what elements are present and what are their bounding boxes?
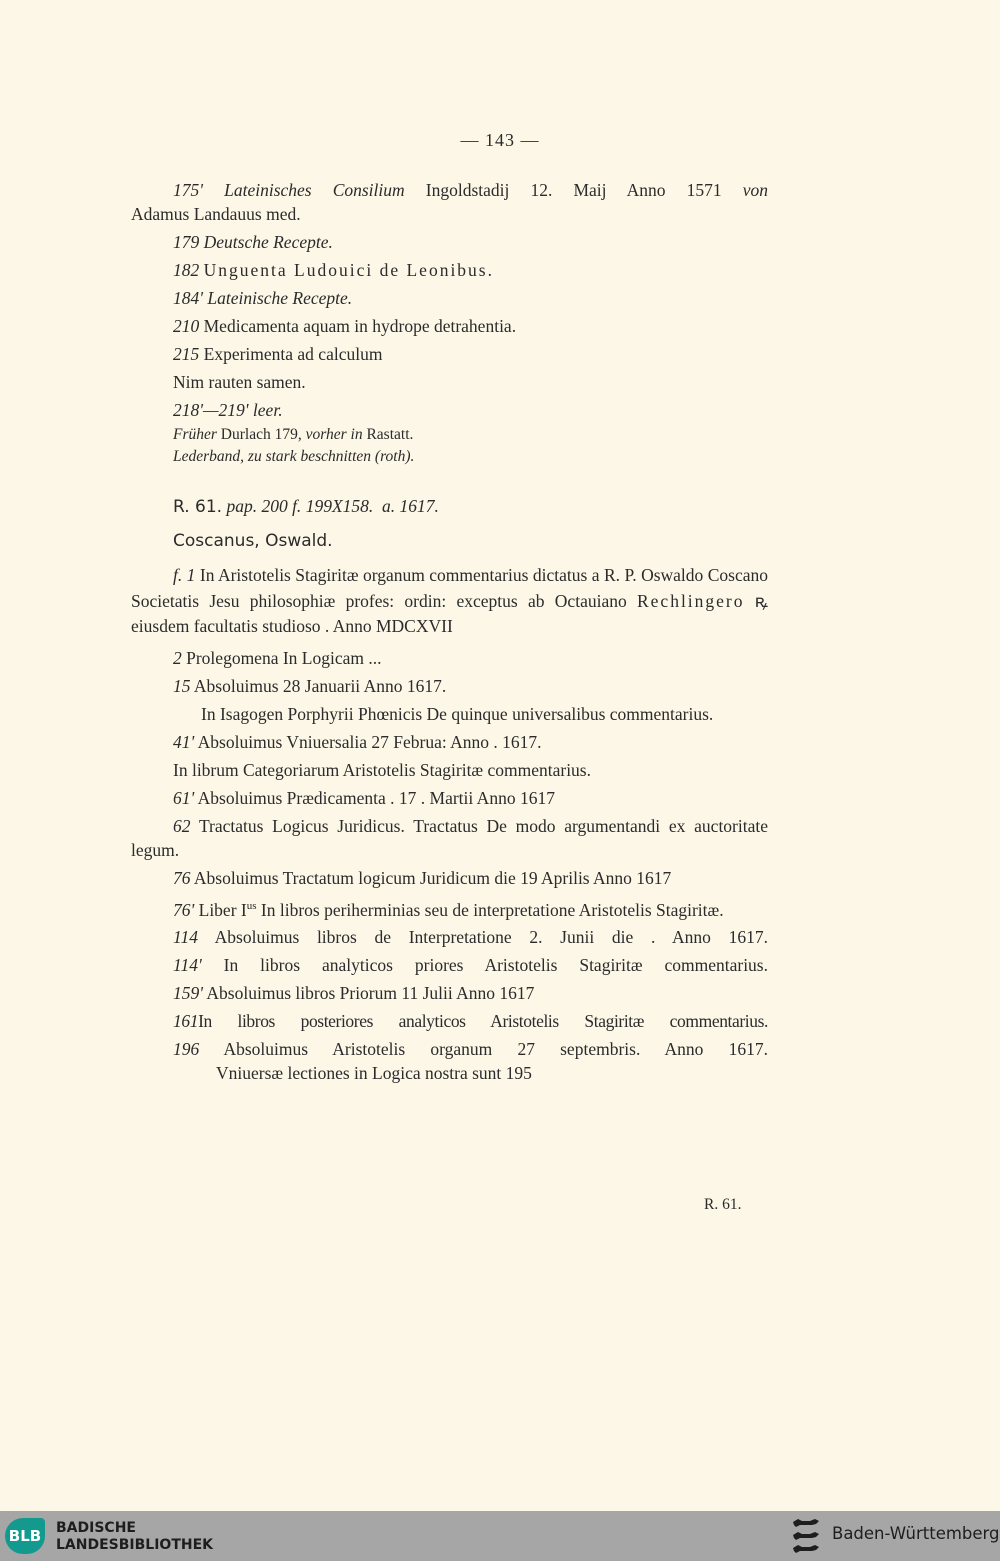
entry [131,786,768,810]
folio-number: f. 1 [173,565,196,585]
entry-text-italic: von [742,180,769,200]
entry [131,981,768,1005]
lions-coat-of-arms-icon [790,1516,822,1556]
entry-text: Medicamenta aquam in hydrope detrahentia. [203,316,517,336]
entry [131,758,768,782]
folio-number: 15 [173,675,191,696]
entry [131,646,768,670]
entry-text: eiusdem facultatis studioso . Anno MDCXVII [131,616,453,636]
entry-title: Lateinisches Consilium [224,180,405,200]
binding-note: Lederband, zu stark beschnitten (roth). [173,448,415,465]
entry [131,925,768,949]
entry-text: In libros posteriores analyticos Aristotelis Stagiritæ commentarius. [198,1011,768,1032]
entry-text: Liber I [198,899,247,920]
library-name-line1: BADISCHE [56,1520,136,1536]
entry [131,674,768,698]
entry-text: In libros analyticos priores Aristotelis Stagiritæ commentarius. [223,955,768,976]
provenance-rastatt: Rastatt. [362,426,414,443]
entry-text: In libros periherminias seu de interpretatione Aristotelis Stagiritæ. [256,899,724,920]
entry-title: leer. [252,400,283,420]
folio-number: 161 [173,1011,199,1032]
entry [131,1009,768,1033]
provenance-durlach: Durlach 179, [216,426,306,443]
folio-number: 215 [173,344,200,364]
entry [131,314,768,338]
entry-text: Absoluimus 28 Januarii Anno 1617. [193,675,447,696]
record-year: a. 1617. [382,496,439,516]
entry [131,258,768,282]
folio-number: 61' [173,787,195,808]
provenance-label: Früher [173,426,217,443]
abbreviation-symbol: ꝶ [754,590,768,611]
record-r61 [131,494,768,1085]
entry [131,178,768,202]
entry [131,730,768,754]
entry-text: Nim rauten samen. [173,372,306,392]
folio-number: 41' [173,731,195,752]
entry [131,398,768,422]
entry-text: Ingoldstadij 12. Maij Anno 1571 [404,180,743,200]
entry [131,814,768,862]
record-material: pap. [226,496,258,516]
entry-text: Absoluimus Prædicamenta . 17 . Martii Anno 1617 [197,787,555,808]
entry [131,953,768,977]
superscript: us [246,899,257,912]
entry-text: Absoluimus libros Priorum 11 Julii Anno 1617 [206,983,535,1004]
entry [131,702,768,726]
state-name[interactable]: Baden-Württemberg [832,1524,1000,1543]
library-name-line2: LANDESBIBLIOTHEK [56,1537,214,1553]
entry [131,1061,768,1085]
entry-text: Tractatus Logicus Juridicus. Tractatus De modo argumentandi ex auctoritate legum. [131,815,769,860]
entry-title: Lateinische Recepte. [207,288,353,308]
entry-text: In Isagogen Porphyrii Phœnicis De quinque universalibus commentarius. [201,703,714,724]
folio-number: 179 [173,232,200,252]
entry-text: In Aristotelis Stagiritæ organum commentarius dictatus a R. P. Oswaldo Coscano Societatis Jesu philosophiæ profes: ordin: exceptus ab Octauiano [131,565,768,611]
entry-text: Unguenta Ludouici de Leonibus. [203,260,494,280]
folio-number: 210 [173,316,200,336]
entry-text: Vniuersæ lectiones in Logica nostra sunt 195 [216,1063,532,1084]
entry [131,342,768,366]
entry-text: Prolegomena In Logicam ... [186,647,382,668]
record-header [131,494,768,519]
provenance-label-2: vorher in [305,426,363,443]
entry-text: In librum Categoriarum Aristotelis Stagiritæ commentarius. [173,759,591,780]
blb-logo[interactable]: BLB [5,1518,45,1554]
library-name[interactable] [56,1520,213,1554]
record-folios: 200 f. [261,496,302,516]
footer-bar [0,1511,1000,1561]
entry-text: Absoluimus Tractatum logicum Juridicum die 19 Aprilis Anno 1617 [193,867,672,888]
entry-text: Absoluimus libros de Interpretatione 2. Junii die . Anno 1617. [214,927,768,948]
folio-number: 76 [173,867,191,888]
end-signature: R. 61. [704,1196,742,1213]
folio-number: 159' [173,983,203,1004]
entry-title: Deutsche Recepte. [203,232,333,252]
entry [131,230,768,254]
entry-text: Absoluimus Aristotelis organum 27 septembris. Anno 1617. [223,1039,768,1060]
entry [131,370,768,394]
record-dimensions: 199X158. [305,496,374,516]
entry-name-spaced: Rechlingero [636,590,745,611]
entry [131,286,768,310]
page-number: — 143 — [460,130,540,150]
folio-number: 114' [173,955,202,976]
folio-number: 114 [173,927,198,948]
entry-text: Absoluimus Vniuersalia 27 Februa: Anno . 1617. [197,731,542,752]
entry [131,1037,768,1061]
folio-number: 2 [173,647,182,668]
entry [131,894,768,922]
folio-number: 184' [173,288,203,308]
record-signature: R. 61. [173,497,223,517]
folio-number: 196 [173,1039,200,1060]
record-continuation [131,178,768,468]
entry [131,866,768,890]
entry-continuation: Adamus Landauus med. [131,204,301,224]
record-author: Coscanus, Oswald. [173,531,333,551]
folio-number: 182 [173,260,200,280]
entry [131,563,768,640]
entry-text: Experimenta ad calculum [203,344,383,364]
folio-number: 218'—219' [173,400,249,420]
provenance-note [131,424,768,446]
folio-number: 76' [173,899,195,920]
folio-number: 62 [173,815,191,836]
folio-number: 175' [173,180,203,200]
